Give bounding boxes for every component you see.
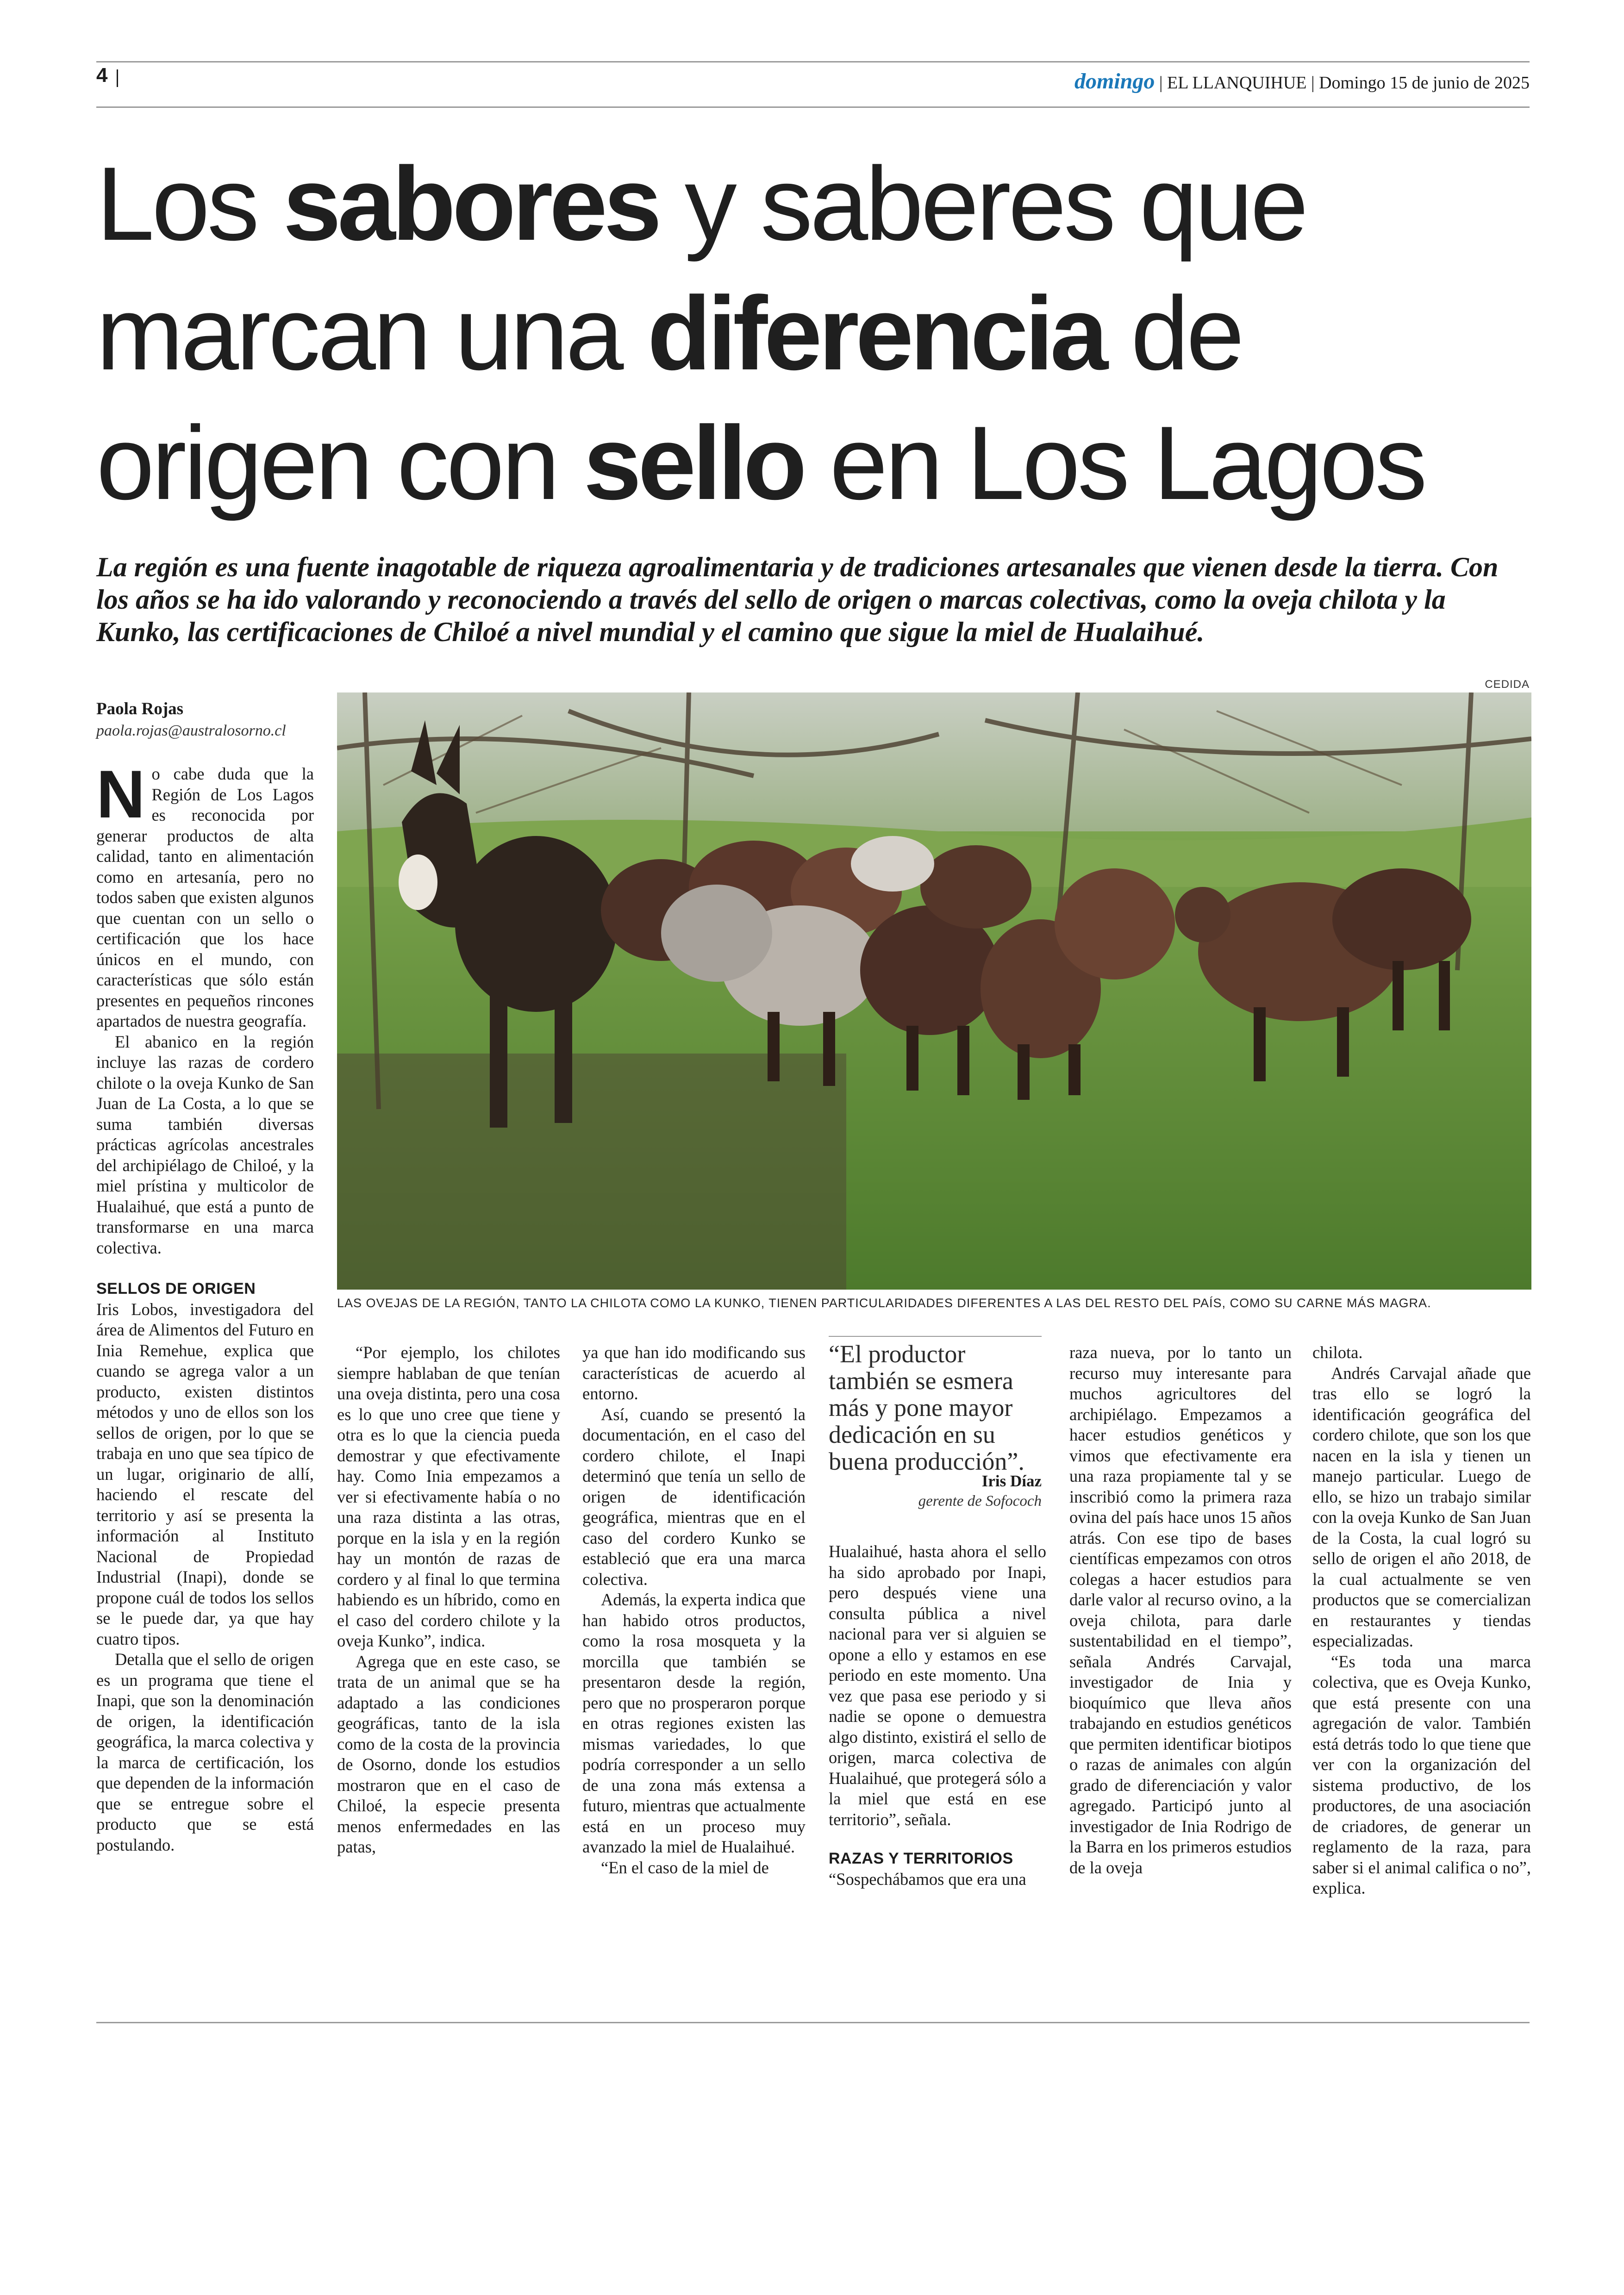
paragraph: “Es toda una marca colectiva, que es Oveja Kunko, que está presente con una agregación de valor. También está detrás todo lo que tiene que ver con la organización del sistema productivo, de los productores, de una asociación de criadores, de generar un reglamento de la raza, para saber si el animal califica o no”, explica. [1312, 1652, 1531, 1897]
headline-line-3: origen con sello en Los Lagos [96, 404, 1425, 521]
page-number: 4 [96, 64, 108, 87]
paragraph: El abanico en la región incluye las razas de cordero chilote o la oveja Kunko de San Juan de La Costa, a lo que se suma también diversas prácticas agrícolas ancestrales del archipiélago de Chiloé, y la miel prístina y multicolor de Hualaihué, que está a punto de transformarse en una marca colectiva. [96, 1032, 314, 1257]
paragraph: “En el caso de la miel de [601, 1858, 769, 1877]
photo-illustration [337, 692, 1531, 1290]
byline-author: Paola Rojas [96, 699, 184, 718]
paragraph: No cabe duda que la Región de Los Lagos es reconocida por generar productos de alta calidad, tanto en alimentación como en artesanía, pero no todos saben que existen algunos que cuentan con un sello o certificación que los hace únicos en el mundo, con características que sólo están presentes en pequeños rincones apartados de nuestra geografía. [96, 756, 314, 1030]
section-name: domingo [1074, 69, 1155, 94]
folio-divider: | [1311, 73, 1319, 93]
paragraph: “Sospechábamos que era una [829, 1869, 1026, 1889]
photo-credit: CEDIDA [1485, 678, 1530, 691]
sheep-and-donkey-photo [337, 692, 1531, 1290]
paragraph: Así, cuando se presentó la documentación, en el caso del cordero chilote, el Inapi determinó que tenía un sello de origen de identificación geográfica, mientras que en el caso del cordero Kunko se estableció que era una marca colectiva. [582, 1404, 806, 1589]
folio [1074, 69, 1530, 94]
paragraph: Agrega que en este caso, se trata de un animal que se ha adaptado a las condiciones geográficas, tanto de la isla como de la costa de la provincia de Osorno, donde los estudios mostraron que en el caso de Chiloé, la especie presenta menos enfermedades en las patas, [337, 1652, 560, 1856]
column-5 [1069, 1342, 1292, 1878]
column-6 [1312, 1342, 1531, 1899]
paragraph: Detalla que el sello de origen es un programa que tiene el Inapi, que son la denominación de origen, la identificación geográfica, la marca colectiva y la marca de certificación, los que dependen de la información que se entregue sobre el producto que se está postulando. [96, 1650, 314, 1854]
paragraph: Además, la experta indica que han habido otros productos, como la rosa mosqueta y la morcilla que también se presentaron desde la región, pero que no prosperaron porque en otras regiones existen las mismas variedades, lo que podría corresponder a un sello de una zona más extensa a futuro, mientras que actualmente está en un proceso muy avanzado la miel de Hualaihué. [582, 1590, 806, 1856]
page-number-divider [117, 69, 118, 87]
pull-quote-author: Iris Díaz [981, 1472, 1042, 1490]
pull-quote-rule [829, 1336, 1042, 1337]
paragraph: Iris Lobos, investigadora del área de Alimentos del Futuro en Inia Remehue, explica que cuando se agrega valor a un producto, existen distintos métodos y uno de ellos son los sellos de origen, por lo que se trabaja en uno que sea típico de un lugar, originario de allí, haciendo el rescate del territorio y así se presenta la información al Instituto Nacional de Propiedad Industrial (Inapi), donde se propone cuál de todos los sellos se le puede dar, ya que hay cuatro tipos. [96, 1299, 314, 1648]
header-rule [96, 106, 1530, 108]
bottom-rule [96, 2022, 1530, 2023]
headline-line-2: marcan una diferencia de [96, 274, 1242, 392]
drop-cap: N [96, 756, 145, 832]
publication-date: Domingo 15 de junio de 2025 [1319, 73, 1530, 93]
publication-name: EL LLANQUIHUE [1167, 73, 1307, 93]
pull-quote: “El productor también se esmera más y pone mayor dedicación en su buena producción”. [829, 1340, 1024, 1475]
column-1 [96, 756, 314, 1855]
subhead-razas-y-territorios: RAZAS Y TERRITORIOS [829, 1850, 1013, 1867]
column-2 [337, 1342, 560, 1858]
paragraph: raza nueva, por lo tanto un recurso muy interesante para muchos agricultores del archipiélago. Empezamos a hacer estudios genéticos y vimos que efectivamente era una raza propiamente tal y se inscribió como la primera raza ovina del país hace unos 15 años atrás. Con ese tipo de bases científicas empezamos con otros colegas a hacer estudios para darle valor al recurso ovino, a la oveja chilota, para darle sustentabilidad en el tiempo”, señala Andrés Carvajal, investigador de Inia y bioquímico que lleva años trabajando en estudios genéticos que permiten identificar biotipos o razas de animales con algún grado de diferenciación y valor agregado. Participó junto al investigador de Inia Rodrigo de la Barra en los primeros estudios de la oveja [1069, 1343, 1292, 1877]
pull-quote-role: gerente de Sofococh [918, 1493, 1042, 1509]
top-rule [96, 61, 1530, 62]
paragraph: Hualaihué, hasta ahora el sello ha sido aprobado por Inapi, pero después viene una consulta pública a nivel nacional para ver si alguien se opone a ello y estamos en ese periodo en este momento. Una vez que pasa ese periodo y si nadie se opone o demuestra algo distinto, existirá el sello de origen, marca colectiva de Hualaihué, que protegerá sólo a la miel que está en ese territorio”, señala. [829, 1542, 1046, 1829]
paragraph: ya que han ido modificando sus características de acuerdo al entorno. [582, 1343, 806, 1403]
subhead-sellos-de-origen: SELLOS DE ORIGEN [96, 1280, 256, 1297]
column-4 [829, 1541, 1046, 1890]
column-3 [582, 1342, 806, 1878]
lede: La región es una fuente inagotable de riqueza agroalimentaria y de tradiciones artesanales que vienen desde la tierra. Con los años se ha ido valorando y reconociendo a través del sello de origen o marcas colectivas, como la oveja chilota y la Kunko, las certificaciones de Chiloé a nivel mundial y el camino que sigue la miel de Hualaihué. [96, 552, 1499, 647]
paragraph: chilota. [1312, 1343, 1363, 1362]
headline-line-1: Los sabores y saberes que [96, 145, 1306, 262]
paragraph: Andrés Carvajal añade que tras ello se logró la identificación geográfica del cordero chilote, que son los que nacen en la isla y tienen un manejo particular. Luego de ello, se hizo un trabajo similar con la oveja Kunko de San Juan de la Costa, la cual logró su sello de origen el año 2018, de la cual actualmente se ven productos que se comercializan en restaurantes y tiendas especializadas. [1312, 1363, 1531, 1650]
headline [96, 139, 1541, 528]
paragraph: “Por ejemplo, los chilotes siempre hablaban de que tenían una oveja distinta, pero una cosa es lo que uno cree que tiene y otra es lo que la ciencia pueda demostrar y que efectivamente hay. Como Inia empezamos a ver si efectivamente había o no una raza distinta a las otras, porque en la isla y en la región hay un montón de razas de cordero y al final lo que termina habiendo es un híbrido, como en el caso del cordero chilote y la oveja Kunko”, indica. [337, 1343, 560, 1650]
byline-email: paola.rojas@australosorno.cl [96, 722, 286, 739]
photo-caption: LAS OVEJAS DE LA REGIÓN, TANTO LA CHILOTA COMO LA KUNKO, TIENEN PARTICULARIDADES DIFERENTES A LAS DEL RESTO DEL PAÍS, COMO SU CARNE MÁS MAGRA. [337, 1296, 1431, 1310]
folio-divider: | [1159, 73, 1168, 93]
